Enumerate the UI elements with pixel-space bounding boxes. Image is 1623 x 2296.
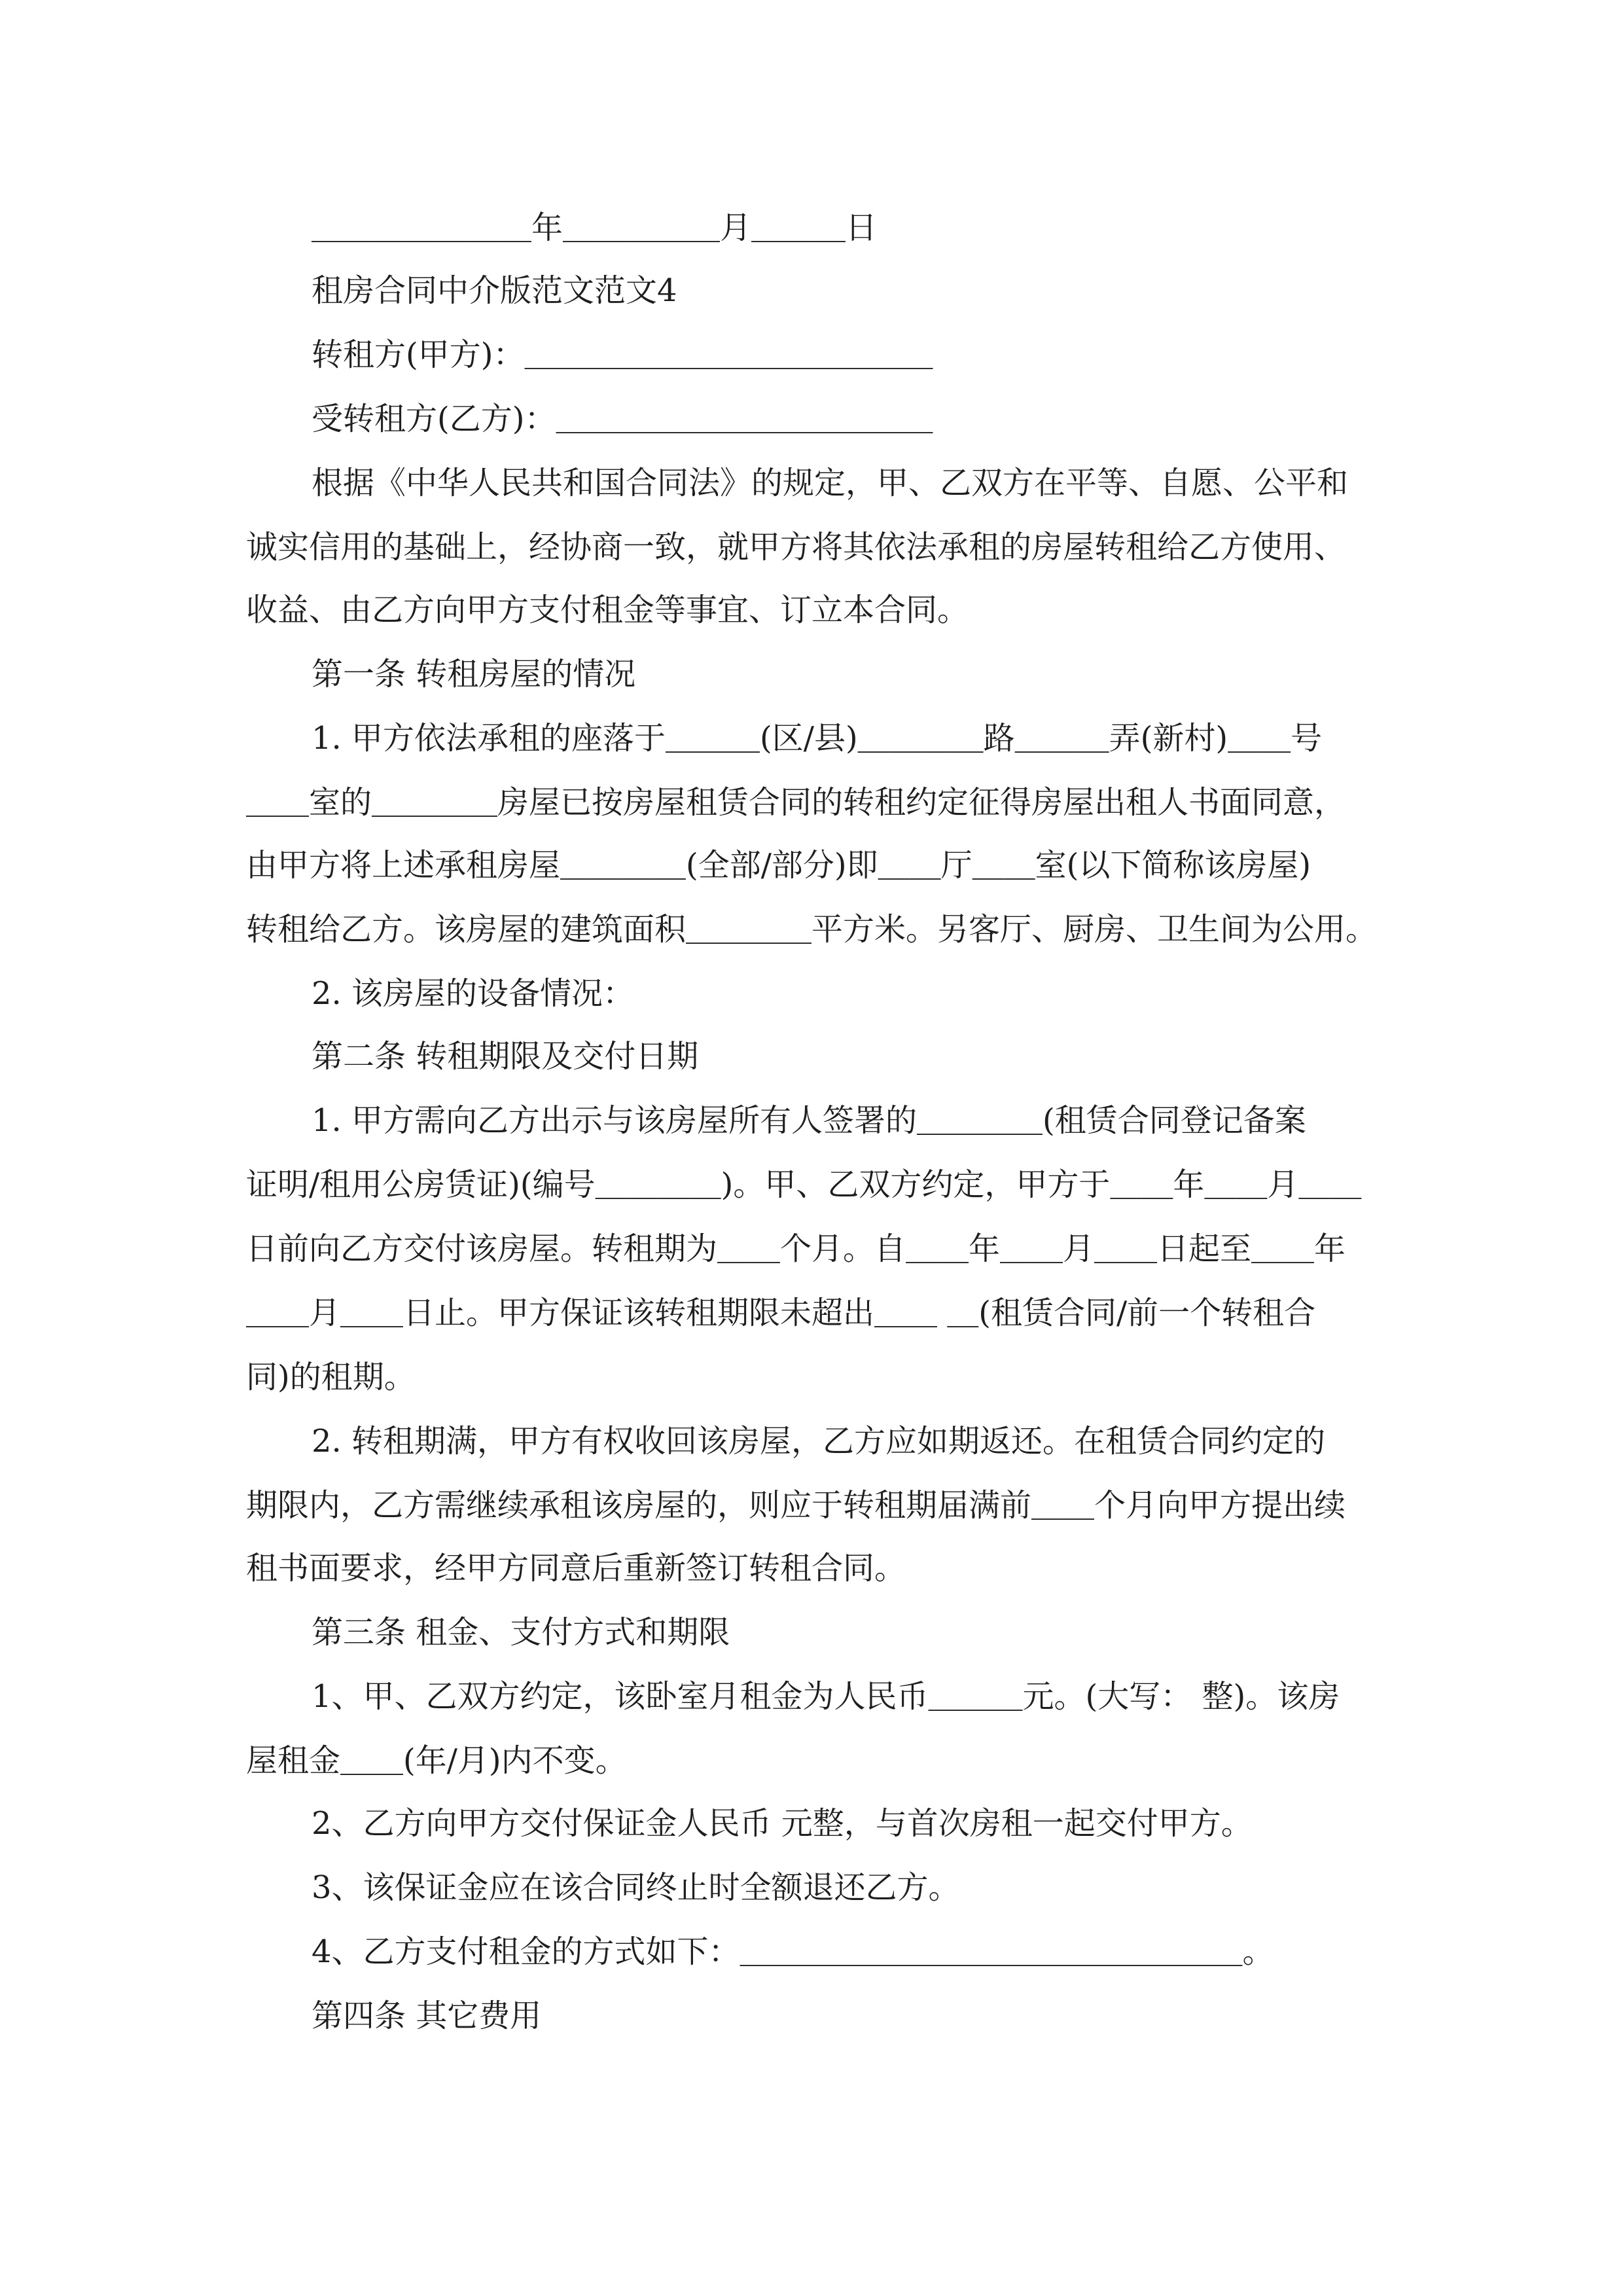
article-2-clause-1-line-5: 同)的租期。 — [246, 1359, 416, 1395]
party-b-line: 受转租方(乙方)：＿＿＿＿＿＿＿＿＿＿＿＿ — [312, 401, 933, 437]
preamble-line-1: 根据《中华人民共和国合同法》的规定，甲、乙双方在平等、自愿、公平和 — [312, 465, 1349, 501]
preamble-line-3: 收益、由乙方向甲方支付租金等事宜、订立本合同。 — [246, 592, 969, 628]
party-a-line: 转租方(甲方)：＿＿＿＿＿＿＿＿＿＿＿＿＿ — [312, 336, 933, 373]
article-2-clause-1-line-1: 1. 甲方需向乙方出示与该房屋所有人签署的＿＿＿＿(租赁合同登记备案 — [312, 1102, 1306, 1139]
article-1-clause-1-line-2: ＿＿室的＿＿＿＿房屋已按房屋租赁合同的转租约定征得房屋出租人书面同意， — [246, 784, 1346, 821]
article-2-heading: 第二条 转租期限及交付日期 — [312, 1038, 699, 1075]
article-2-clause-1-line-3: 日前向乙方交付该房屋。转租期为＿＿个月。自＿＿年＿＿月＿＿日起至＿＿年 — [246, 1230, 1346, 1267]
article-3-clause-3: 3、该保证金应在该合同终止时全额退还乙方。 — [312, 1869, 960, 1906]
article-2-clause-1-line-2: 证明/租用公房赁证)(编号＿＿＿＿)。甲、乙双方约定，甲方于＿＿年＿＿月＿＿ — [246, 1166, 1362, 1203]
article-4-heading: 第四条 其它费用 — [312, 1998, 542, 2034]
article-3-clause-1-line-1: 1、甲、乙双方约定，该卧室月租金为人民币＿＿＿元。(大写： 整)。该房 — [312, 1678, 1340, 1715]
article-1-heading: 第一条 转租房屋的情况 — [312, 656, 636, 692]
article-1-clause-1-line-1: 1. 甲方依法承租的座落于＿＿＿(区/县)＿＿＿＿路＿＿＿弄(新村)＿＿号 — [312, 720, 1323, 757]
article-3-heading: 第三条 租金、支付方式和期限 — [312, 1614, 730, 1651]
article-3-clause-4: 4、乙方支付租金的方式如下：＿＿＿＿＿＿＿＿＿＿＿＿＿＿＿＿。 — [312, 1933, 1274, 1970]
article-3-clause-2: 2、乙方向甲方交付保证金人民币 元整，与首次房租一起交付甲方。 — [312, 1805, 1253, 1842]
article-1-clause-1-line-4: 转租给乙方。该房屋的建筑面积＿＿＿＿平方米。另客厅、厨房、卫生间为公用。 — [246, 911, 1378, 948]
article-1-clause-1-line-3: 由甲方将上述承租房屋＿＿＿＿(全部/部分)即＿＿厅＿＿室(以下简称该房屋) — [246, 847, 1311, 884]
article-3-clause-1-line-2: 屋租金＿＿(年/月)内不变。 — [246, 1742, 627, 1779]
article-2-clause-2-line-2: 期限内，乙方需继续承租该房屋的，则应于转租期届满前＿＿个月向甲方提出续 — [246, 1487, 1346, 1524]
article-2-clause-2-line-1: 2. 转租期满，甲方有权收回该房屋，乙方应如期返还。在租赁合同约定的 — [312, 1423, 1326, 1460]
article-2-clause-1-line-4: ＿＿月＿＿日止。甲方保证该转租期限未超出＿＿ ＿(租赁合同/前一个转租合 — [246, 1295, 1316, 1331]
document-title: 租房合同中介版范文范文4 — [312, 272, 677, 309]
article-2-clause-2-line-3: 租书面要求，经甲方同意后重新签订转租合同。 — [246, 1550, 906, 1587]
article-1-clause-2: 2. 该房屋的设备情况： — [312, 975, 635, 1012]
date-line: ＿＿＿＿＿＿＿年＿＿＿＿＿月＿＿＿日 — [312, 209, 878, 246]
preamble-line-2: 诚实信用的基础上，经协商一致，就甲方将其依法承租的房屋转租给乙方使用、 — [246, 529, 1346, 565]
